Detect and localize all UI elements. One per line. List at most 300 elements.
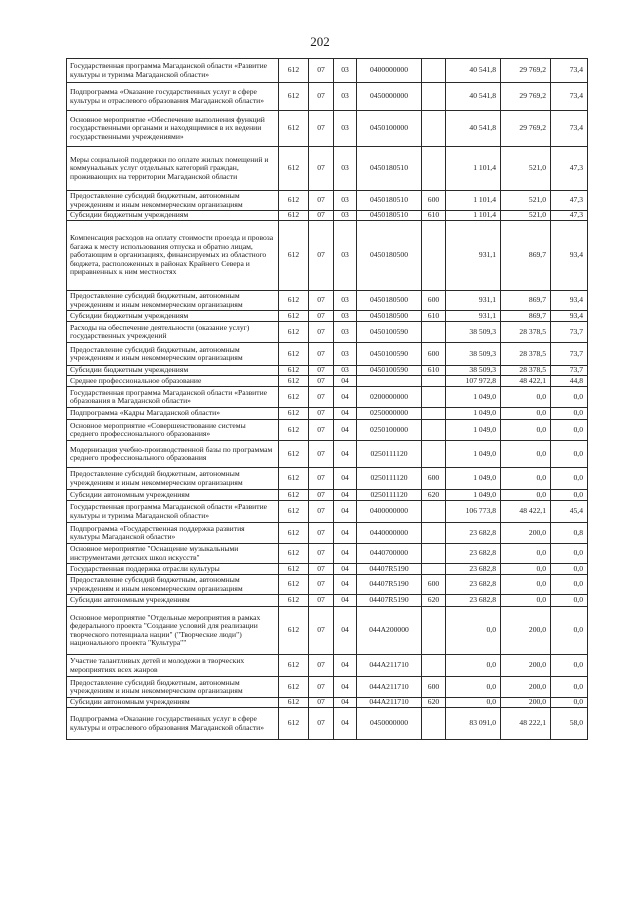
cell-target-article: 0450000000 (357, 708, 422, 740)
cell-amount-executed: 48 222,1 (501, 708, 551, 740)
cell-ministry-code: 612 (279, 408, 309, 420)
cell-target-article: 044A211710 (357, 677, 422, 698)
cell-target-article: 0440000000 (357, 523, 422, 544)
cell-amount-planned: 40 541,8 (446, 111, 501, 147)
cell-amount-executed: 0,0 (501, 420, 551, 441)
cell-ministry-code: 612 (279, 677, 309, 698)
cell-amount-planned: 83 091,0 (446, 708, 501, 740)
cell-ministry-code: 612 (279, 211, 309, 221)
cell-expense-type (422, 147, 446, 191)
cell-amount-planned: 1 049,0 (446, 408, 501, 420)
cell-execution-percent: 73,4 (551, 59, 588, 83)
cell-expense-type (422, 376, 446, 387)
table-row (67, 490, 588, 501)
cell-target-article: 0450100590 (357, 322, 422, 343)
cell-ministry-code: 612 (279, 291, 309, 311)
cell-amount-executed: 200,0 (501, 655, 551, 677)
cell-section-code: 07 (309, 441, 334, 468)
cell-ministry-code: 612 (279, 607, 309, 655)
cell-item-name: Основное мероприятие "Оснащение музыкальными инструментами детских школ искусств" (67, 544, 279, 564)
cell-item-name: Предоставление субсидий бюджетным, автономным учреждениям и иным некоммерческим организациям (67, 191, 279, 211)
cell-amount-executed: 0,0 (501, 564, 551, 575)
cell-execution-percent: 73,4 (551, 111, 588, 147)
cell-amount-planned: 931,1 (446, 221, 501, 291)
cell-section-code: 07 (309, 311, 334, 322)
cell-target-article: 0450180500 (357, 221, 422, 291)
cell-amount-planned: 23 682,8 (446, 544, 501, 564)
cell-section-code: 07 (309, 408, 334, 420)
cell-section-code: 07 (309, 59, 334, 83)
cell-amount-executed: 521,0 (501, 191, 551, 211)
cell-section-code: 07 (309, 468, 334, 490)
cell-amount-planned: 38 509,3 (446, 322, 501, 343)
cell-expense-type (422, 221, 446, 291)
cell-execution-percent: 0,0 (551, 420, 588, 441)
cell-target-article: 0440700000 (357, 544, 422, 564)
cell-execution-percent: 0,0 (551, 387, 588, 408)
cell-execution-percent: 73,7 (551, 343, 588, 366)
cell-target-article: 044A200000 (357, 607, 422, 655)
cell-expense-type (422, 59, 446, 83)
cell-execution-percent: 45,4 (551, 501, 588, 523)
cell-ministry-code: 612 (279, 366, 309, 376)
cell-item-name: Предоставление субсидий бюджетным, автономным учреждениям и иным некоммерческим организациям (67, 291, 279, 311)
cell-subsection-code: 03 (334, 322, 357, 343)
cell-ministry-code: 612 (279, 441, 309, 468)
table-row (67, 575, 588, 595)
cell-amount-executed: 29 769,2 (501, 111, 551, 147)
cell-expense-type (422, 408, 446, 420)
cell-subsection-code: 04 (334, 677, 357, 698)
cell-ministry-code: 612 (279, 147, 309, 191)
cell-subsection-code: 03 (334, 291, 357, 311)
cell-amount-executed: 0,0 (501, 408, 551, 420)
cell-amount-planned: 1 049,0 (446, 441, 501, 468)
cell-item-name: Субсидии автономным учреждениям (67, 490, 279, 501)
cell-subsection-code: 04 (334, 408, 357, 420)
table-row (67, 111, 588, 147)
cell-subsection-code: 04 (334, 564, 357, 575)
cell-target-article: 0250111120 (357, 490, 422, 501)
table-row (67, 564, 588, 575)
cell-execution-percent: 0,0 (551, 595, 588, 607)
cell-amount-planned: 107 972,8 (446, 376, 501, 387)
cell-expense-type (422, 441, 446, 468)
cell-target-article: 0450180510 (357, 147, 422, 191)
cell-section-code: 07 (309, 211, 334, 221)
cell-amount-planned: 38 509,3 (446, 366, 501, 376)
cell-amount-executed: 200,0 (501, 523, 551, 544)
cell-section-code: 07 (309, 420, 334, 441)
cell-target-article: 0400000000 (357, 59, 422, 83)
cell-ministry-code: 612 (279, 83, 309, 111)
cell-amount-executed: 29 769,2 (501, 83, 551, 111)
cell-ministry-code: 612 (279, 191, 309, 211)
cell-expense-type: 610 (422, 211, 446, 221)
cell-section-code: 07 (309, 191, 334, 211)
cell-amount-executed: 200,0 (501, 677, 551, 698)
cell-item-name: Субсидии бюджетным учреждениям (67, 311, 279, 322)
cell-amount-planned: 1 049,0 (446, 420, 501, 441)
cell-execution-percent: 44,8 (551, 376, 588, 387)
cell-amount-planned: 931,1 (446, 311, 501, 322)
cell-item-name: Среднее профессиональное образование (67, 376, 279, 387)
cell-target-article: 0450180510 (357, 191, 422, 211)
cell-subsection-code: 03 (334, 311, 357, 322)
cell-execution-percent: 47,3 (551, 211, 588, 221)
cell-item-name: Предоставление субсидий бюджетным, автономным учреждениям и иным некоммерческим организациям (67, 575, 279, 595)
cell-execution-percent: 73,4 (551, 83, 588, 111)
cell-amount-planned: 23 682,8 (446, 523, 501, 544)
cell-amount-planned: 0,0 (446, 607, 501, 655)
cell-subsection-code: 04 (334, 698, 357, 708)
cell-expense-type (422, 607, 446, 655)
cell-expense-type (422, 655, 446, 677)
cell-amount-planned: 1 049,0 (446, 468, 501, 490)
cell-subsection-code: 04 (334, 544, 357, 564)
cell-section-code: 07 (309, 83, 334, 111)
cell-item-name: Подпрограмма «Государственная поддержка развития культуры Магаданской области» (67, 523, 279, 544)
table-row (67, 291, 588, 311)
cell-item-name: Основное мероприятие «Совершенствование системы среднего профессионального образования» (67, 420, 279, 441)
table-row (67, 544, 588, 564)
cell-section-code: 07 (309, 544, 334, 564)
table-row (67, 708, 588, 740)
cell-amount-planned: 23 682,8 (446, 564, 501, 575)
cell-execution-percent: 73,7 (551, 322, 588, 343)
page-number: 202 (310, 34, 330, 49)
table-row (67, 211, 588, 221)
cell-expense-type (422, 501, 446, 523)
table-row (67, 408, 588, 420)
cell-subsection-code: 04 (334, 523, 357, 544)
cell-item-name: Участие талантливых детей и молодежи в творческих мероприятиях всех жанров (67, 655, 279, 677)
cell-target-article (357, 376, 422, 387)
cell-expense-type: 600 (422, 677, 446, 698)
cell-subsection-code: 04 (334, 708, 357, 740)
cell-subsection-code: 04 (334, 501, 357, 523)
cell-amount-planned: 1 101,4 (446, 147, 501, 191)
cell-amount-planned: 1 101,4 (446, 211, 501, 221)
cell-section-code: 07 (309, 677, 334, 698)
cell-subsection-code: 04 (334, 490, 357, 501)
table-row (67, 376, 588, 387)
cell-item-name: Модернизация учебно-производственной базы по программам среднего профессионального образования (67, 441, 279, 468)
cell-ministry-code: 612 (279, 221, 309, 291)
cell-item-name: Субсидии бюджетным учреждениям (67, 366, 279, 376)
cell-subsection-code: 03 (334, 147, 357, 191)
cell-amount-executed: 48 422,1 (501, 501, 551, 523)
table-row (67, 655, 588, 677)
cell-amount-planned: 40 541,8 (446, 59, 501, 83)
cell-amount-executed: 29 769,2 (501, 59, 551, 83)
cell-expense-type: 600 (422, 468, 446, 490)
cell-item-name: Предоставление субсидий бюджетным, автономным учреждениям и иным некоммерческим организациям (67, 677, 279, 698)
cell-execution-percent: 0,0 (551, 490, 588, 501)
cell-subsection-code: 04 (334, 607, 357, 655)
cell-item-name: Государственная программа Магаданской области «Развитие культуры и туризма Магаданской области» (67, 59, 279, 83)
cell-expense-type: 600 (422, 343, 446, 366)
cell-amount-planned: 0,0 (446, 677, 501, 698)
cell-expense-type: 610 (422, 366, 446, 376)
cell-execution-percent: 0,0 (551, 575, 588, 595)
table-row (67, 387, 588, 408)
cell-section-code: 07 (309, 221, 334, 291)
cell-ministry-code: 612 (279, 544, 309, 564)
cell-ministry-code: 612 (279, 595, 309, 607)
cell-ministry-code: 612 (279, 322, 309, 343)
table-row (67, 366, 588, 376)
cell-target-article: 0450000000 (357, 83, 422, 111)
cell-ministry-code: 612 (279, 708, 309, 740)
cell-section-code: 07 (309, 607, 334, 655)
cell-execution-percent: 0,0 (551, 441, 588, 468)
cell-subsection-code: 03 (334, 211, 357, 221)
cell-section-code: 07 (309, 698, 334, 708)
cell-ministry-code: 612 (279, 343, 309, 366)
cell-execution-percent: 0,0 (551, 655, 588, 677)
cell-target-article: 0450100590 (357, 343, 422, 366)
cell-section-code: 07 (309, 655, 334, 677)
cell-target-article: 0250111120 (357, 468, 422, 490)
cell-item-name: Предоставление субсидий бюджетным, автономным учреждениям и иным некоммерческим организациям (67, 343, 279, 366)
cell-target-article: 0450100000 (357, 111, 422, 147)
cell-expense-type: 620 (422, 490, 446, 501)
cell-item-name: Подпрограмма «Оказание государственных услуг в сфере культуры и отраслевого образования Магаданской области» (67, 708, 279, 740)
cell-subsection-code: 03 (334, 366, 357, 376)
cell-amount-planned: 23 682,8 (446, 575, 501, 595)
cell-amount-planned: 106 773,8 (446, 501, 501, 523)
cell-item-name: Государственная программа Магаданской области «Развитие культуры и туризма Магаданской области» (67, 501, 279, 523)
cell-ministry-code: 612 (279, 523, 309, 544)
cell-execution-percent: 0,0 (551, 607, 588, 655)
cell-expense-type (422, 387, 446, 408)
cell-expense-type (422, 322, 446, 343)
cell-expense-type (422, 544, 446, 564)
cell-execution-percent: 0,0 (551, 564, 588, 575)
cell-target-article: 044A211710 (357, 698, 422, 708)
cell-expense-type (422, 564, 446, 575)
cell-target-article: 044A211710 (357, 655, 422, 677)
cell-subsection-code: 04 (334, 387, 357, 408)
table-row (67, 343, 588, 366)
cell-section-code: 07 (309, 708, 334, 740)
cell-item-name: Подпрограмма «Кадры Магаданской области» (67, 408, 279, 420)
cell-amount-planned: 0,0 (446, 698, 501, 708)
cell-item-name: Основное мероприятие «Обеспечение выполнения функций государственными органами и находящимися в их ведении государственными учреждениями» (67, 111, 279, 147)
cell-amount-executed: 0,0 (501, 387, 551, 408)
cell-expense-type (422, 111, 446, 147)
cell-amount-planned: 38 509,3 (446, 343, 501, 366)
cell-amount-planned: 1 049,0 (446, 490, 501, 501)
cell-target-article: 04407R5190 (357, 595, 422, 607)
cell-section-code: 07 (309, 291, 334, 311)
cell-section-code: 07 (309, 595, 334, 607)
cell-execution-percent: 93,4 (551, 311, 588, 322)
cell-execution-percent: 93,4 (551, 291, 588, 311)
cell-subsection-code: 03 (334, 83, 357, 111)
cell-amount-executed: 28 378,5 (501, 322, 551, 343)
cell-subsection-code: 03 (334, 221, 357, 291)
cell-amount-executed: 521,0 (501, 147, 551, 191)
cell-amount-executed: 0,0 (501, 490, 551, 501)
cell-execution-percent: 0,0 (551, 544, 588, 564)
cell-amount-executed: 200,0 (501, 607, 551, 655)
cell-subsection-code: 03 (334, 191, 357, 211)
cell-target-article: 0450180510 (357, 211, 422, 221)
table-row (67, 147, 588, 191)
cell-subsection-code: 03 (334, 343, 357, 366)
cell-item-name: Расходы на обеспечение деятельности (оказание услуг) государственных учреждений (67, 322, 279, 343)
cell-amount-executed: 869,7 (501, 291, 551, 311)
cell-amount-planned: 23 682,8 (446, 595, 501, 607)
cell-ministry-code: 612 (279, 376, 309, 387)
cell-item-name: Основное мероприятие "Отдельные мероприятия в рамках федерального проекта "Создание условий для реализации творческого потенциала нации" ("Творческие люди") национального проекта "Культура"" (67, 607, 279, 655)
cell-expense-type (422, 523, 446, 544)
cell-expense-type: 610 (422, 311, 446, 322)
cell-ministry-code: 612 (279, 59, 309, 83)
cell-subsection-code: 04 (334, 376, 357, 387)
table-row (67, 468, 588, 490)
cell-amount-executed: 48 422,1 (501, 376, 551, 387)
cell-expense-type: 620 (422, 595, 446, 607)
cell-item-name: Компенсация расходов на оплату стоимости проезда и провоза багажа к месту использования отпуска и обратно лицам, работающим в организациях, финансируемых из областного бюджета, расположенных в районах Крайнего Севера и приравненных к ним местностях (67, 221, 279, 291)
cell-ministry-code: 612 (279, 420, 309, 441)
cell-item-name: Государственная программа Магаданской области «Развитие образования в Магаданской области» (67, 387, 279, 408)
cell-item-name: Государственная поддержка отрасли культуры (67, 564, 279, 575)
cell-section-code: 07 (309, 575, 334, 595)
cell-expense-type (422, 83, 446, 111)
cell-ministry-code: 612 (279, 698, 309, 708)
cell-expense-type (422, 708, 446, 740)
table-row (67, 595, 588, 607)
cell-ministry-code: 612 (279, 575, 309, 595)
cell-execution-percent: 0,0 (551, 677, 588, 698)
cell-section-code: 07 (309, 376, 334, 387)
cell-execution-percent: 73,7 (551, 366, 588, 376)
cell-section-code: 07 (309, 343, 334, 366)
cell-target-article: 04407R5190 (357, 564, 422, 575)
cell-ministry-code: 612 (279, 655, 309, 677)
cell-amount-planned: 40 541,8 (446, 83, 501, 111)
cell-target-article: 04407R5190 (357, 575, 422, 595)
table-row (67, 221, 588, 291)
cell-target-article: 0250100000 (357, 420, 422, 441)
cell-subsection-code: 04 (334, 468, 357, 490)
cell-amount-planned: 1 049,0 (446, 387, 501, 408)
cell-execution-percent: 0,0 (551, 468, 588, 490)
cell-execution-percent: 93,4 (551, 221, 588, 291)
cell-subsection-code: 04 (334, 420, 357, 441)
cell-subsection-code: 04 (334, 575, 357, 595)
cell-amount-planned: 931,1 (446, 291, 501, 311)
cell-amount-executed: 869,7 (501, 221, 551, 291)
cell-item-name: Предоставление субсидий бюджетным, автономным учреждениям и иным некоммерческим организациям (67, 468, 279, 490)
cell-subsection-code: 03 (334, 59, 357, 83)
cell-section-code: 07 (309, 147, 334, 191)
cell-section-code: 07 (309, 523, 334, 544)
cell-execution-percent: 0,8 (551, 523, 588, 544)
cell-target-article: 0250000000 (357, 408, 422, 420)
cell-item-name: Субсидии автономным учреждениям (67, 595, 279, 607)
cell-section-code: 07 (309, 111, 334, 147)
cell-amount-planned: 0,0 (446, 655, 501, 677)
cell-amount-executed: 869,7 (501, 311, 551, 322)
cell-ministry-code: 612 (279, 387, 309, 408)
table-row (67, 501, 588, 523)
cell-target-article: 0200000000 (357, 387, 422, 408)
cell-section-code: 07 (309, 366, 334, 376)
table-row (67, 420, 588, 441)
cell-target-article: 0250111120 (357, 441, 422, 468)
cell-target-article: 0450100590 (357, 366, 422, 376)
cell-ministry-code: 612 (279, 564, 309, 575)
cell-target-article: 0450180500 (357, 311, 422, 322)
cell-amount-executed: 200,0 (501, 698, 551, 708)
cell-section-code: 07 (309, 490, 334, 501)
cell-ministry-code: 612 (279, 468, 309, 490)
cell-ministry-code: 612 (279, 490, 309, 501)
table-row (67, 59, 588, 83)
cell-expense-type (422, 420, 446, 441)
table-row (67, 441, 588, 468)
cell-ministry-code: 612 (279, 111, 309, 147)
cell-item-name: Меры социальной поддержки по оплате жилых помещений и коммунальных услуг отдельных категорий граждан, проживающих на территории Магаданской области (67, 147, 279, 191)
cell-expense-type: 600 (422, 191, 446, 211)
cell-section-code: 07 (309, 387, 334, 408)
cell-subsection-code: 04 (334, 655, 357, 677)
cell-amount-executed: 28 378,5 (501, 343, 551, 366)
cell-expense-type: 600 (422, 575, 446, 595)
cell-expense-type: 620 (422, 698, 446, 708)
cell-amount-executed: 521,0 (501, 211, 551, 221)
table-row (67, 677, 588, 698)
cell-subsection-code: 03 (334, 111, 357, 147)
cell-expense-type: 600 (422, 291, 446, 311)
cell-item-name: Подпрограмма «Оказание государственных услуг в сфере культуры и отраслевого образования Магаданской области» (67, 83, 279, 111)
cell-amount-executed: 0,0 (501, 544, 551, 564)
cell-subsection-code: 04 (334, 595, 357, 607)
cell-amount-executed: 0,0 (501, 595, 551, 607)
table-row (67, 322, 588, 343)
cell-item-name: Субсидии бюджетным учреждениям (67, 211, 279, 221)
cell-target-article: 0450180500 (357, 291, 422, 311)
cell-section-code: 07 (309, 564, 334, 575)
cell-execution-percent: 0,0 (551, 408, 588, 420)
table-row (67, 698, 588, 708)
cell-execution-percent: 47,3 (551, 147, 588, 191)
cell-execution-percent: 0,0 (551, 698, 588, 708)
cell-execution-percent: 58,0 (551, 708, 588, 740)
cell-ministry-code: 612 (279, 501, 309, 523)
table-row (67, 607, 588, 655)
table-row (67, 311, 588, 322)
cell-amount-executed: 0,0 (501, 575, 551, 595)
cell-execution-percent: 47,3 (551, 191, 588, 211)
table-row (67, 191, 588, 211)
cell-amount-executed: 0,0 (501, 468, 551, 490)
cell-item-name: Субсидии автономным учреждениям (67, 698, 279, 708)
cell-section-code: 07 (309, 501, 334, 523)
cell-amount-planned: 1 101,4 (446, 191, 501, 211)
cell-amount-executed: 28 378,5 (501, 366, 551, 376)
budget-table (66, 58, 588, 740)
table-row (67, 83, 588, 111)
cell-section-code: 07 (309, 322, 334, 343)
table-row (67, 523, 588, 544)
cell-subsection-code: 04 (334, 441, 357, 468)
cell-ministry-code: 612 (279, 311, 309, 322)
